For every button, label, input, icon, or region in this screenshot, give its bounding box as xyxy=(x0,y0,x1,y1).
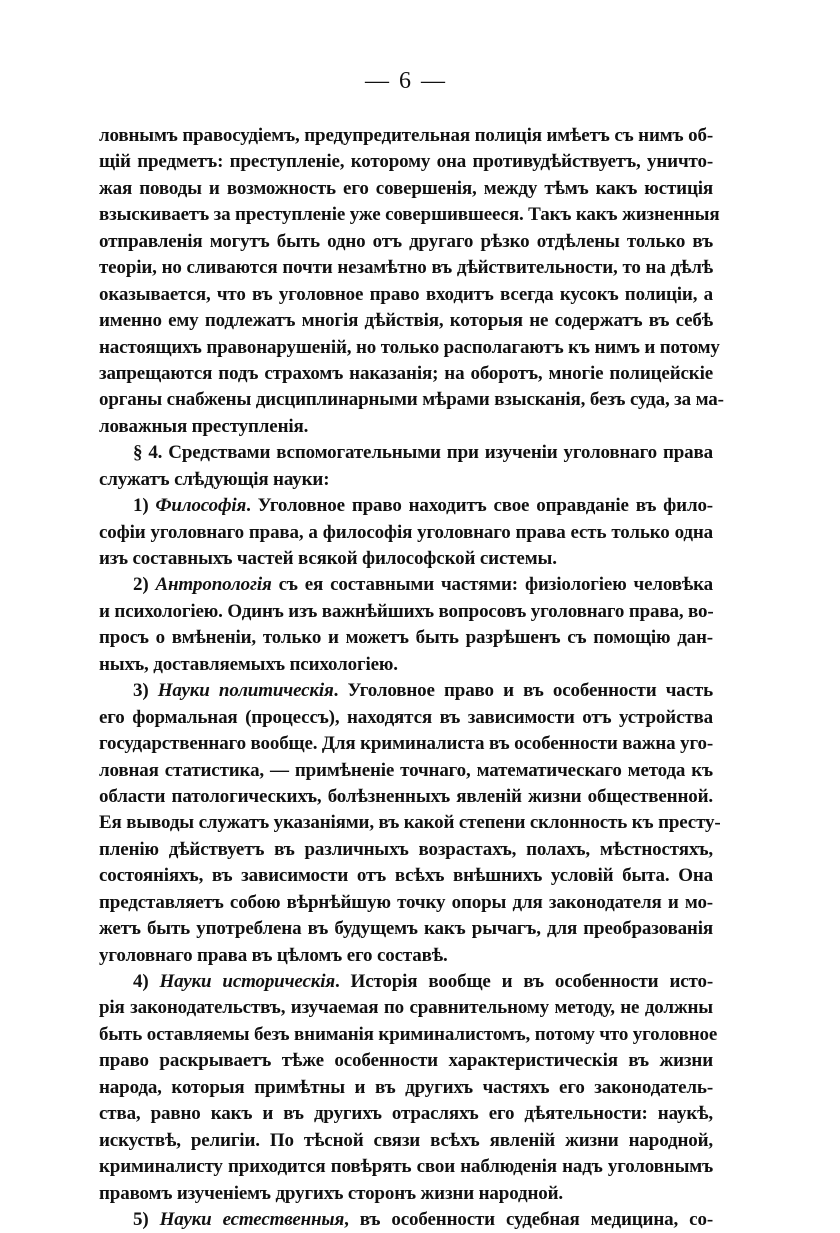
text-line: оказывается, что въ уголовное право входитъ всегда кусокъ полиціи, а xyxy=(99,283,713,305)
text-line: запрещаются подъ страхомъ наказанія; на оборотъ, многіе полицейскіе xyxy=(99,362,713,384)
text-line: именно ему подлежатъ многія дѣйствія, которыя не содержатъ въ себѣ xyxy=(99,310,713,332)
text-line: быть оставляемы безъ вниманія криминалистомъ, потому что уголовное xyxy=(99,1023,718,1045)
text-line: служатъ слѣдующія науки: xyxy=(99,468,330,490)
text-line: взыскиваетъ за преступленіе уже совершившееся. Такъ какъ жизненныя xyxy=(99,204,720,226)
text-line: рія законодательствъ, изучаемая по сравнительному методу, не должны xyxy=(99,997,713,1019)
list-item-political-sciences: 3) Науки политическія. Уголовное право и въ особенности часть xyxy=(133,680,713,702)
text-line: состояніяхъ, въ зависимости отъ всѣхъ внѣшнихъ условій быта. Она xyxy=(99,865,713,887)
emphasized-term: Науки историческія xyxy=(159,971,335,992)
text-line: и психологіею. Одинъ изъ важнѣйшихъ вопросовъ уголовнаго права, во- xyxy=(99,600,714,622)
list-item-historical-sciences: 4) Науки историческія. Исторія вообще и въ особенности исто- xyxy=(133,971,713,992)
text-line: настоящихъ правонарушеній, но только располагаютъ къ нимъ и потому xyxy=(99,336,720,358)
text-line: его формальная (процессъ), находятся въ зависимости отъ устройства xyxy=(99,706,713,728)
emphasized-term: Науки естественныя xyxy=(159,1208,345,1230)
page-number: — 6 — xyxy=(365,68,447,94)
section-heading-line: § 4. Средствами вспомогательными при изученіи уголовнаго права xyxy=(133,442,713,464)
text-line: теоріи, но сливаются почти незамѣтно въ дѣйствительности, то на дѣлѣ xyxy=(99,257,713,279)
text-line: представляетъ собою вѣрнѣйшую точку опоры для законодателя и мо- xyxy=(99,891,713,913)
text-line: криминалисту приходится повѣрять свои наблюденія надъ уголовнымъ xyxy=(99,1156,713,1178)
list-item-philosophy: 1) Философія. Уголовное право находитъ свое оправданіе въ фило- xyxy=(133,495,713,517)
text-line: искуствѣ, религіи. По тѣсной связи всѣхъ явленій жизни народной, xyxy=(99,1129,713,1151)
text-line: органы снабжены дисциплинарными мѣрами взысканія, безъ суда, за ма- xyxy=(99,389,724,411)
text-line: жая поводы и возможность его совершенія, между тѣмъ какъ юстиція xyxy=(99,177,713,199)
text-line: просъ о вмѣненіи, только и можетъ быть разрѣшенъ съ помощію дан- xyxy=(99,627,713,649)
text-line: области патологическихъ, болѣзненныхъ явленій жизни общественной. xyxy=(99,785,713,807)
text-line: щій предметъ: преступленіе, которому она противудѣйствуетъ, уничто- xyxy=(99,151,713,173)
text-line: государственнаго вообще. Для криминалиста въ особенности важна уго- xyxy=(99,733,714,755)
text-line: ныхъ, доставляемыхъ психологіею. xyxy=(99,653,398,675)
emphasized-term: Антропологія xyxy=(155,574,272,596)
text-line: изъ составныхъ частей всякой философской системы. xyxy=(99,548,557,569)
text-line: жетъ быть употреблена въ будущемъ какъ рычагъ, для преобразованія xyxy=(99,918,713,940)
emphasized-term: Науки политическія xyxy=(157,680,334,702)
list-item-anthropology: 2) Антропологія съ ея составными частями: физіологіею человѣка xyxy=(133,574,713,596)
text-body xyxy=(99,123,724,1233)
text-line: право раскрываетъ тѣже особенности характеристическія въ жизни xyxy=(99,1050,713,1072)
text-line: уголовнаго права въ цѣломъ его составѣ. xyxy=(99,944,448,966)
list-item-natural-sciences: 5) Науки естественныя, въ особенности судебная медицина, со- xyxy=(133,1208,713,1230)
text-line: отправленія могутъ быть одно отъ другаго рѣзко отдѣлены только въ xyxy=(99,230,713,252)
text-line: правомъ изученіемъ другихъ сторонъ жизни народной. xyxy=(99,1182,564,1204)
text-line: ства, равно какъ и въ другихъ отрасляхъ его дѣятельности: наукѣ, xyxy=(99,1103,713,1125)
text-line: народа, которыя примѣтны и въ другихъ частяхъ его законодатель- xyxy=(99,1076,713,1098)
text-line: пленію дѣйствуетъ въ различныхъ возрастахъ, полахъ, мѣстностяхъ, xyxy=(99,838,713,860)
text-line: ловнымъ правосудіемъ, предупредительная полиція имѣетъ съ нимъ об- xyxy=(99,125,713,146)
text-line: ловная статистика, — примѣненіе точнаго, математическаго метода къ xyxy=(99,759,713,781)
text-line: Ея выводы служатъ указаніями, въ какой степени склонность къ престу- xyxy=(99,812,721,834)
text-line: ловажныя преступленія. xyxy=(99,415,309,437)
text-line: софіи уголовнаго права, а философія уголовнаго права есть только одна xyxy=(99,521,713,543)
emphasized-term: Философія xyxy=(155,495,247,517)
